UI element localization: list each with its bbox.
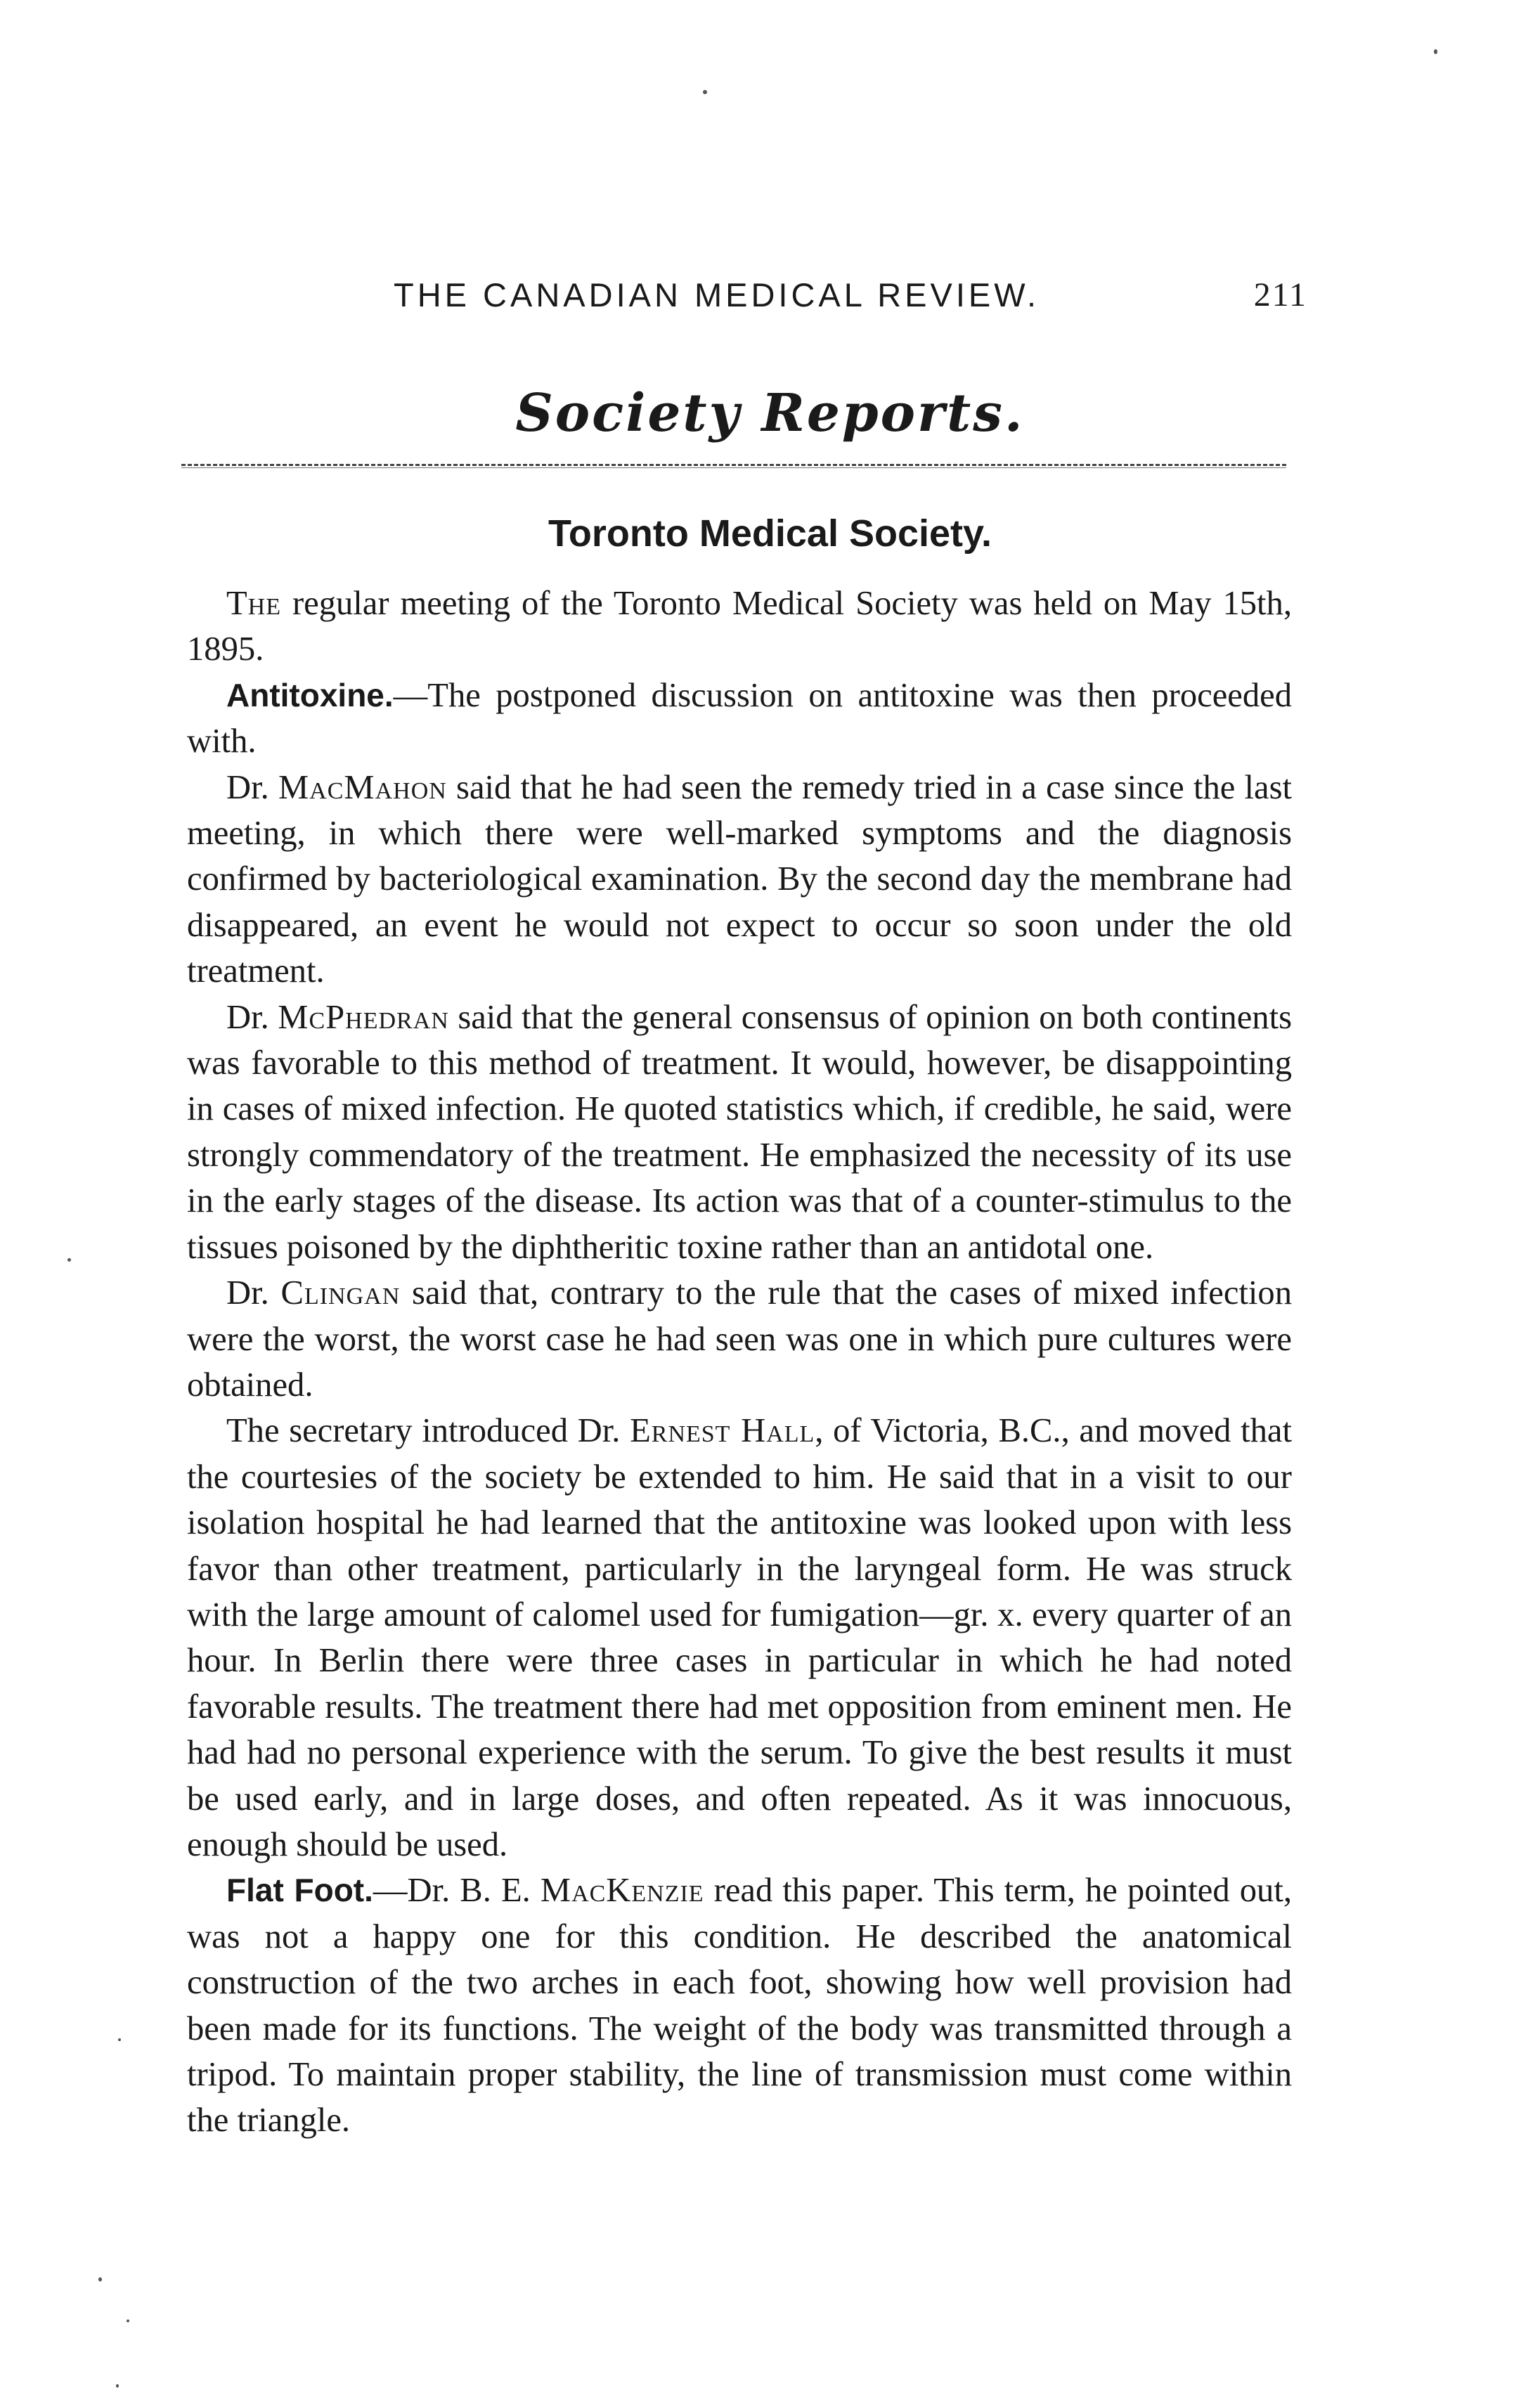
scan-speck (116, 2384, 119, 2388)
scan-speck (703, 90, 707, 94)
paragraph-prefix: Dr. (226, 768, 278, 806)
paragraph-text: —The postponed discussion on antitoxine was then proceeded with. (187, 675, 1292, 761)
speaker-name: McPhedran (278, 997, 449, 1036)
scan-speck (118, 2038, 121, 2041)
paragraph-meeting (187, 581, 1292, 673)
speaker-name: MacMahon (278, 768, 447, 806)
page-number: 211 (1253, 276, 1307, 313)
scan-speck (127, 2319, 129, 2322)
journal-title: THE CANADIAN MEDICAL REVIEW. (394, 276, 1040, 313)
paragraph-text: said that the general consensus of opinion on both continents was favorable to this method of treatment. It would, however, be disappointing in cases of mixed infection. He quoted statistics which, if credible, he said, were strongly commendatory of the treatment. He emphasized the necessity of its use in the early stages of the disease. Its action was that of a counter-stimulus to the tissues poisoned by the diphtheritic toxine rather than an antidotal one. (187, 997, 1292, 1266)
paragraph-prefix: The secretary introduced Dr. (226, 1411, 630, 1450)
article-body (187, 581, 1292, 2144)
run-in-heading-antitoxine: Antitoxine. (226, 676, 394, 713)
run-in-heading-flat-foot: Flat Foot. (226, 1872, 373, 1909)
paragraph-text: read this paper. This term, he pointed out, was not a happy one for this condition. He described the anatomical construction of the two arches in each foot, showing how well provision had been made for its functions. The weight of the body was transmitted through a tripod. To maintain proper stability, the line of transmission must come within the triangle. (187, 1871, 1292, 2140)
paragraph-text: said that, contrary to the rule that the cases of mixed infection were the worst, the worst case he had seen was one in which pure cultures were obtained. (187, 1274, 1292, 1404)
paragraph-text: regular meeting of the Toronto Medical Society was held on May 15th, 1895. (187, 584, 1292, 668)
paragraph-clingan (187, 1270, 1292, 1408)
paragraph-flat-foot (187, 1868, 1292, 2143)
scan-speck (1434, 49, 1437, 54)
paragraph-macmahon (187, 765, 1292, 995)
speaker-name: Clingan (280, 1274, 401, 1312)
paragraph-antitoxine (187, 673, 1292, 765)
paragraph-text: , of Victoria, B.C., and moved that the courtesies of the society be extended to him. He said that in a visit to our isolation hospital he had learned that the antitoxine was looked upon with less favor than other treatment, particularly in the laryngeal form. He was struck with the large amount of calomel used for fumigation—gr. x. every quarter of an hour. In Berlin there were three cases in particular in which he had noted favorable results. The treatment there had met opposition from eminent men. He had had no personal experience with the serum. To give the best results it must be used early, and in large doses, and often repeated. As it was innocuous, enough should be used. (187, 1411, 1292, 1863)
paragraph-text: said that he had seen the remedy tried in a case since the last meeting, in which there were well-marked symptoms and the diagnosis confirmed by bacteriological examination. By the second day the membrane had disappeared, an event he would not expect to occur so soon under the old treatment. (187, 768, 1292, 990)
paragraph-prefix: —Dr. B. E. (373, 1871, 541, 1910)
paragraph-prefix: Dr. (226, 1274, 281, 1312)
paragraph-prefix: Dr. (226, 997, 278, 1036)
paragraph-ernest-hall (187, 1408, 1292, 1868)
society-title: Toronto Medical Society. (548, 512, 992, 555)
paragraph-mcphedran (187, 995, 1292, 1270)
scan-speck (98, 2277, 102, 2282)
speaker-name: Ernest Hall (630, 1411, 815, 1450)
section-rule-thin (181, 467, 1286, 468)
section-heading: Society Reports. (515, 383, 1025, 444)
section-rule (181, 464, 1286, 466)
speaker-name: MacKenzie (540, 1871, 704, 1910)
paragraph-lead-word: The (226, 584, 282, 622)
scan-speck (67, 1258, 71, 1262)
running-head (394, 276, 1307, 318)
